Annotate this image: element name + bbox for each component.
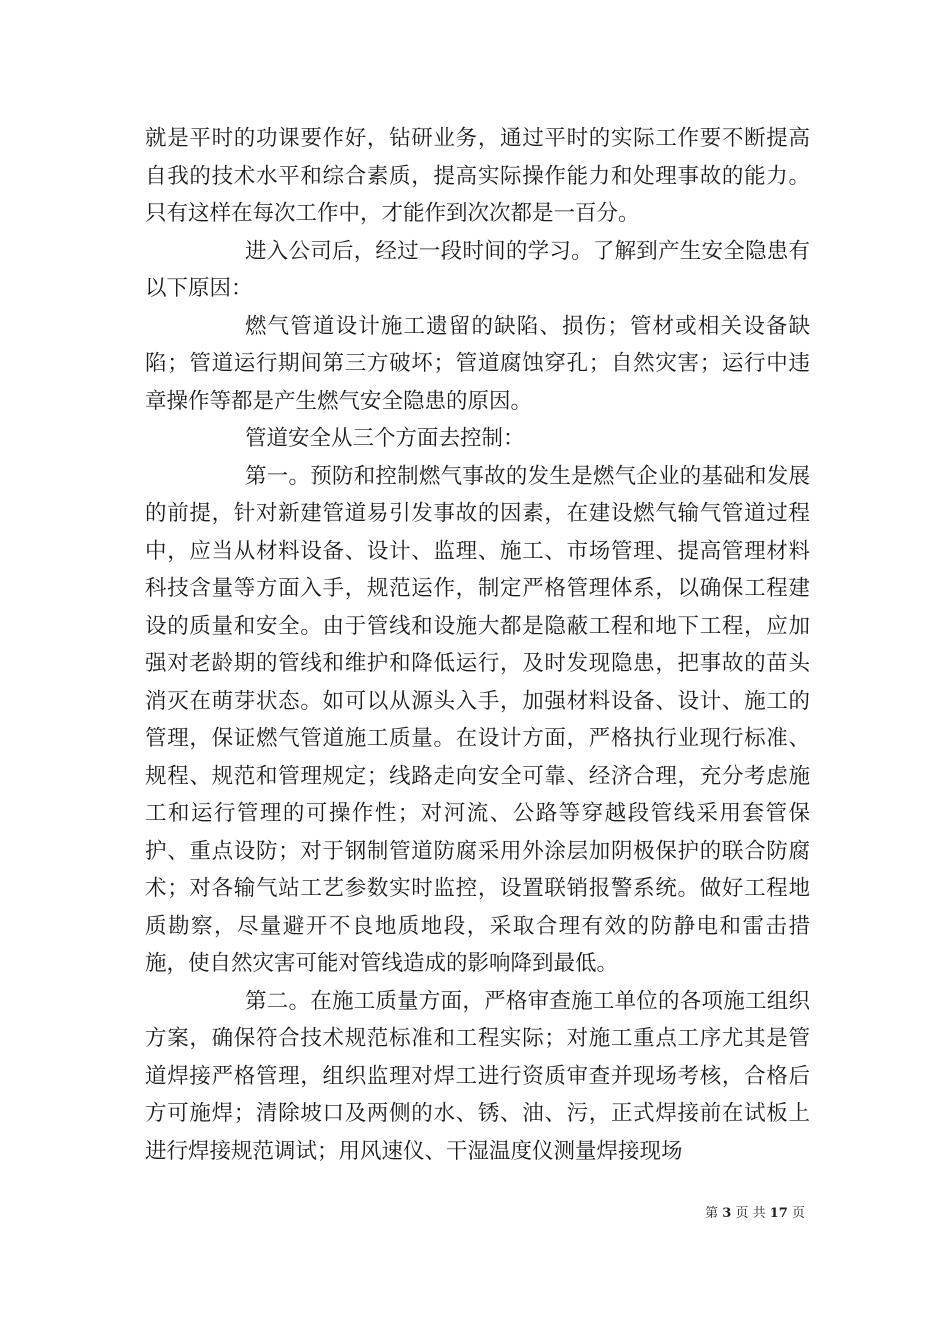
- footer-current-page: 3: [722, 1206, 732, 1221]
- footer-total-pages: 17: [769, 1206, 788, 1221]
- page-number-footer: [705, 1206, 805, 1222]
- paragraph-3: 燃气管道设计施工遗留的缺陷、损伤；管材或相关设备缺陷；管道运行期间第三方破坏；管道腐蚀穿孔；自然灾害；运行中违章操作等都是产生燃气安全隐患的原因。: [145, 313, 810, 414]
- document-body: [145, 120, 810, 1170]
- paragraph-5: 第一。预防和控制燃气事故的发生是燃气企业的基础和发展的前提，针对新建管道易引发事故的因素，在建设燃气输气管道过程中，应当从材料设备、设计、监理、施工、市场管理、提高管理材料科技含量等方面入手，规范运作，制定严格管理体系，以确保工程建设的质量和安全。由于管线和设施大都是隐蔽工程和地下工程，应加强对老龄期的管线和维护和降低运行，及时发现隐患，把事故的苗头消灭在萌芽状态。如可以从源头入手，加强材料设备、设计、施工的管理，保证燃气管道施工质量。在设计方面，严格执行业现行标准、规程、规范和管理规定；线路走向安全可靠、经济合理，充分考虑施工和运行管理的可操作性；对河流、公路等穿越段管线采用套管保护、重点设防；对于钢制管道防腐采用外涂层加阴极保护的联合防腐术；对各输气站工艺参数实时监控，设置联销报警系统。做好工程地质勘察，尽量避开不良地质地段，采取合理有效的防静电和雷击措施，使自然灾害可能对管线造成的影响降到最低。: [145, 463, 810, 976]
- paragraph-2: 进入公司后，经过一段时间的学习。了解到产生安全隐患有以下原因：: [145, 238, 810, 301]
- footer-suffix: 页: [791, 1206, 805, 1221]
- paragraph-6: 第二。在施工质量方面，严格审查施工单位的各项施工组织方案，确保符合技术规范标准和工程实际；对施工重点工序尤其是管道焊接严格管理，组织监理对焊工进行资质审查并现场考核，合格后方可施焊；清除坡口及两侧的水、锈、油、污，正式焊接前在试板上进行焊接规范调试；用风速仪、干湿温度仪测量焊接现场: [145, 988, 810, 1164]
- footer-prefix: 第: [705, 1206, 719, 1221]
- footer-middle: 页 共: [735, 1206, 766, 1221]
- paragraph-1: 就是平时的功课要作好，钻研业务，通过平时的实际工作要不断提高自我的技术水平和综合素质，提高实际操作能力和处理事故的能力。只有这样在每次工作中，才能作到次次都是一百分。: [145, 126, 810, 226]
- paragraph-4: 管道安全从三个方面去控制：: [245, 426, 525, 451]
